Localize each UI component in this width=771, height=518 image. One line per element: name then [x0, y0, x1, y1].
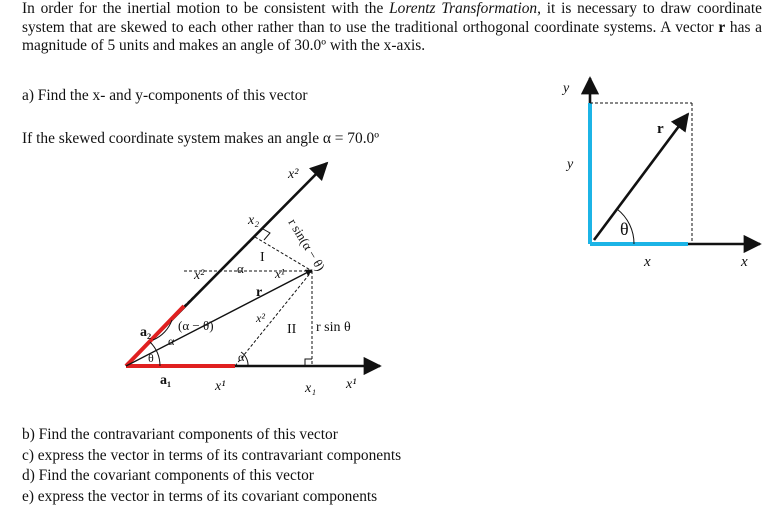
label-x1-sub: x₁ — [305, 381, 317, 396]
label-r-sin-alpha-minus-theta: r sin(α − θ) — [285, 215, 329, 274]
question-c: c) express the vector in terms of its contravariant components — [22, 446, 402, 464]
label-a1: a₁ — [160, 373, 172, 388]
dashed-parallel-x2 — [235, 271, 312, 366]
label-x2-left: x² — [194, 268, 205, 283]
label-theta: θ — [148, 351, 154, 365]
label-x1-near-top: x¹ — [275, 266, 285, 281]
question-d: d) Find the covariant components of this vector — [22, 467, 314, 484]
vector-r-orthogonal — [594, 114, 688, 240]
question-b: b) Find the contravariant components of this vector — [22, 426, 338, 443]
label-theta-orthogonal: θ — [620, 219, 629, 239]
label-x1-right: x¹ — [346, 377, 357, 392]
label-alpha-bottom: α — [238, 350, 245, 364]
label-alpha-minus-theta: (α − θ) — [178, 318, 214, 333]
skew-statement: If the skewed coordinate system makes an angle α = 70.0º — [22, 130, 380, 147]
label-y-axis: y — [563, 81, 570, 96]
label-region-II: II — [287, 322, 297, 337]
contravariant-x2-segment — [126, 306, 184, 366]
label-r-orthogonal: r — [657, 121, 664, 137]
label-x2-axis: x² — [288, 167, 299, 182]
label-region-I: I — [260, 250, 265, 265]
label-y-comp: y — [567, 157, 574, 172]
label-x-comp: x — [644, 254, 651, 270]
label-alpha-left: α — [168, 334, 175, 348]
label-r: r — [256, 285, 263, 300]
label-r-sin-theta: r sin θ — [316, 320, 351, 335]
label-alpha-top: α — [237, 261, 244, 276]
label-x2-mid: x² — [256, 311, 265, 325]
label-a2: a₂ — [140, 325, 152, 340]
intro-emphasis: Lorentz Transformation — [389, 0, 538, 17]
orthogonal-diagram — [561, 78, 760, 270]
label-x1-bottom: x¹ — [215, 379, 226, 394]
question-e: e) express the vector in terms of its covariant components — [22, 487, 378, 505]
intro-vector-r: r — [718, 18, 726, 36]
label-x2-sub: x₂ — [248, 213, 260, 228]
intro-text: In order for the inertial motion to be consistent with the — [22, 0, 390, 17]
skewed-diagram — [126, 163, 380, 396]
vector-r — [126, 270, 312, 366]
right-angle-mark-top — [263, 229, 270, 240]
intro-text-mid: , it is necessary to draw coordinate system that are skewed to each other rather than to use the traditional orthogonal coordinate systems. A vector — [22, 0, 762, 36]
intro-text-end: has a magnitude of 5 units and makes an angle of 30.0º with the x-axis. — [22, 18, 762, 55]
label-x-axis: x — [741, 254, 748, 270]
question-a: a) Find the x- and y-components of this vector — [22, 87, 308, 104]
